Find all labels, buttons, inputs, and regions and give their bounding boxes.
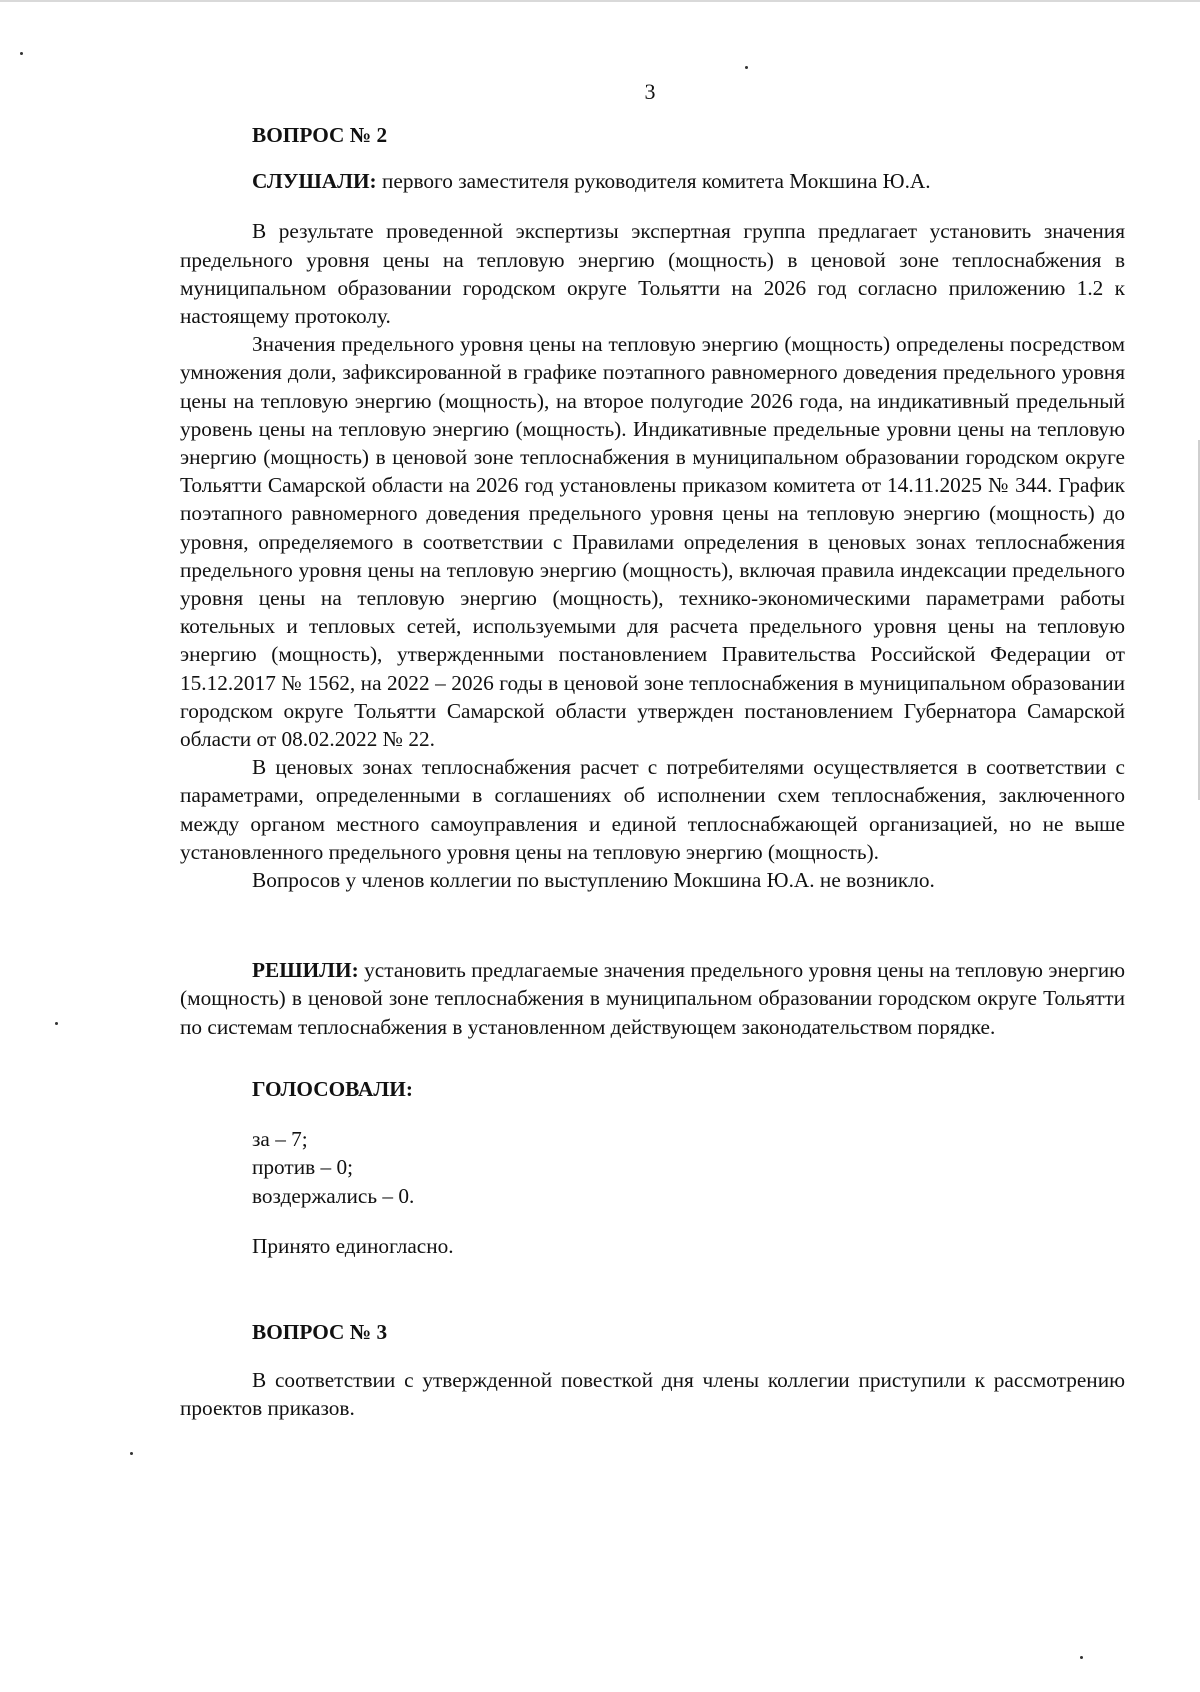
paragraph-expertise: В результате проведенной экспертизы экспертная группа предлагает установить значения предельного уровня цены на тепловую энергию (мощность) в ценовой зоне теплоснабжения в муниципальном образовании городском округе Тольятти на 2026 год согласно приложению 1.2 к настоящему протоколу. [180, 219, 1125, 329]
paragraph-price-zones: В ценовых зонах теплоснабжения расчет с потребителями осуществляется в соответствии с параметрами, определенными в соглашениях об исполнении схем теплоснабжения, заключенного между органом местного самоуправления и единой теплоснабжающей организацией, но не выше установленного предельного уровня цены на тепловую энергию (мощность). [180, 755, 1125, 864]
paragraph-no-questions: Вопросов у членов коллегии по выступлению Мокшина Ю.А. не возникло. [252, 868, 935, 893]
scan-speck [55, 1022, 58, 1025]
question-3-text: В соответствии с утвержденной повесткой дня члены коллегии приступили к рассмотрению проектов приказов. [180, 1368, 1125, 1421]
scan-speck [1080, 1656, 1083, 1659]
question-2-heading: ВОПРОС № 2 [252, 123, 388, 147]
vote-abstained: воздержались – 0. [252, 1183, 415, 1208]
paragraph-price-values: Значения предельного уровня цены на тепловую энергию (мощность) определены посредством умножения доли, зафиксированной в графике поэтапного равномерного доведения предельного уровня цены на тепловую энергию (мощность), на второе полугодие 2026 года, на индикативный предельный уровень цены на тепловую энергию (мощность). Индикативные предельные уровни цены на тепловую энергию (мощность) в ценовой зоне теплоснабжения в муниципальном образовании городском округе Тольятти Самарской области на 2026 год установлены приказом комитета от 14.11.2025 № 344. График поэтапного равномерного доведения предельного уровня цены на тепловую энергию (мощность) до уровня, определяемого в соответствии с Правилами определения в ценовых зонах теплоснабжения предельного уровня цены на тепловую энергию (мощность), включая правила индексации предельного уровня цены на тепловую энергию (мощность), технико-экономическими параметрами работы котельных и тепловых сетей, используемыми для расчета предельного уровня цены на тепловую энергию (мощность), утвержденными постановлением Правительства Российской Федерации от 15.12.2017 № 1562, на 2022 – 2026 годы в ценовой зоне теплоснабжения в муниципальном образовании городском округе Тольятти Самарской области утвержден постановлением Губернатора Самарской области от 08.02.2022 № 22. [180, 332, 1125, 752]
vote-for: за – 7; [252, 1127, 308, 1152]
voted-heading: ГОЛОСОВАЛИ: [252, 1076, 413, 1101]
vote-against: против – 0; [252, 1155, 354, 1180]
vote-results [252, 1125, 1125, 1210]
scan-speck [745, 66, 748, 69]
document-body [180, 121, 1125, 1423]
scan-top-edge [0, 0, 1200, 2]
decided-label: РЕШИЛИ: [252, 958, 359, 983]
decided-text: установить предлагаемые значения предельного уровня цены на тепловую энергию (мощность) в ценовой зоне теплоснабжения в муниципальном образовании городском округе Тольятти по системам теплоснабжения в установленном действующем законодательством порядке. [180, 958, 1125, 1039]
vote-outcome: Принято единогласно. [252, 1233, 454, 1258]
listened-line [252, 167, 1125, 195]
question-3-heading: ВОПРОС № 3 [252, 1319, 388, 1344]
scan-speck [130, 1452, 133, 1455]
decision-paragraph [180, 956, 1125, 1041]
listened-text: первого заместителя руководителя комитета Мокшина Ю.А. [376, 169, 931, 194]
scan-speck [20, 52, 23, 55]
listened-label: СЛУШАЛИ: [252, 169, 377, 194]
page-number: 3 [644, 79, 656, 104]
